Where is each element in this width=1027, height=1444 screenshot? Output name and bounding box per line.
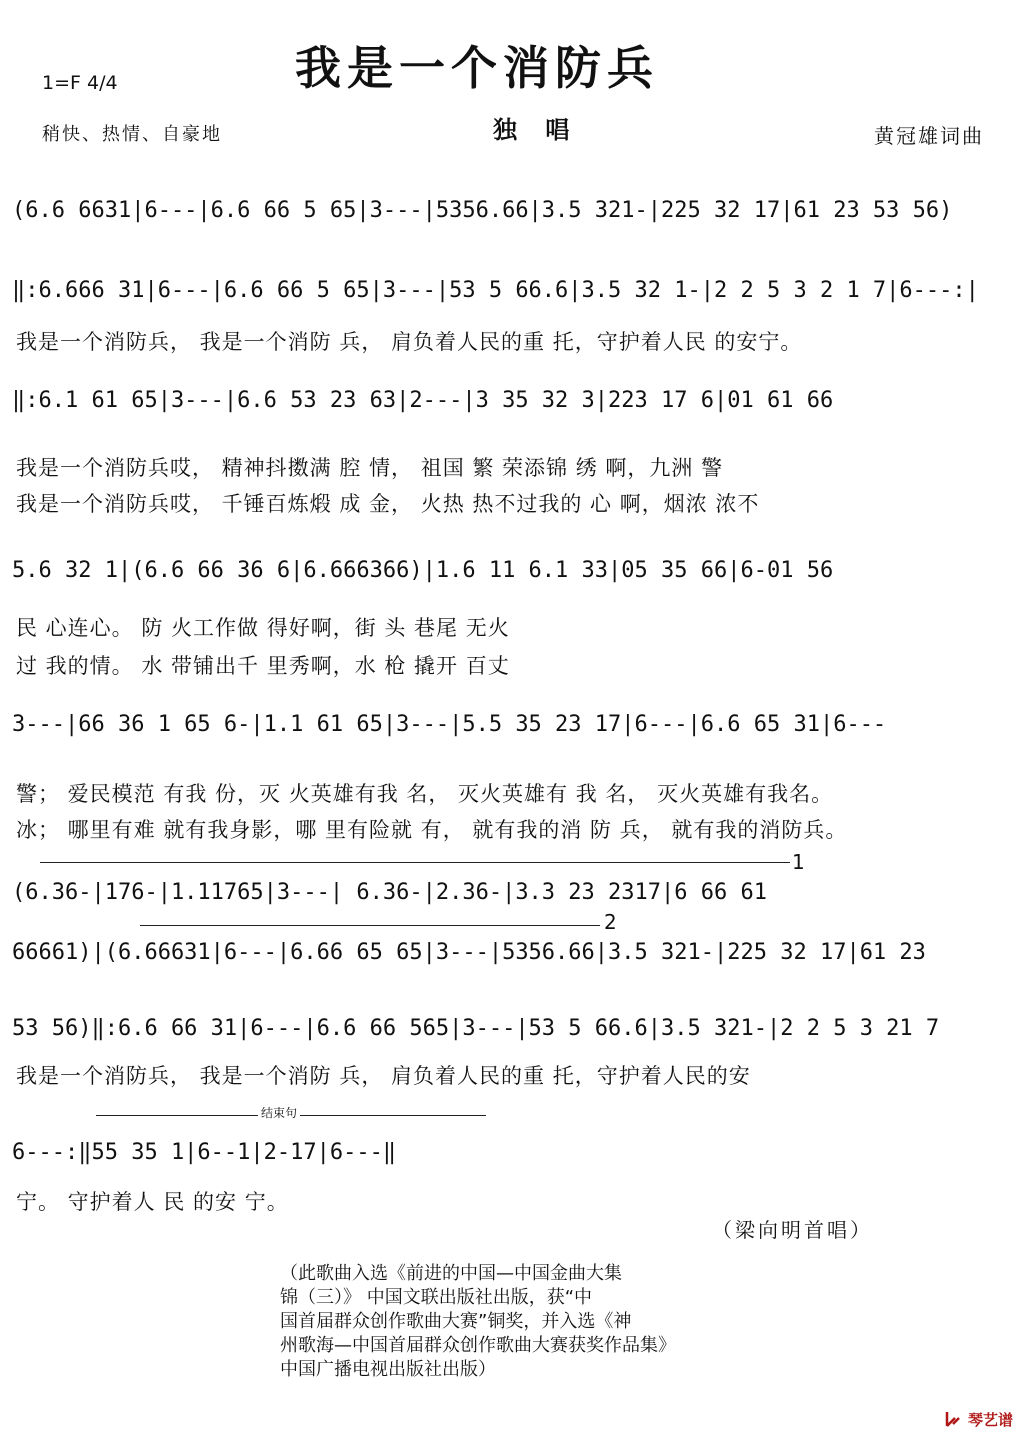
notation-line: 66661)|(6.66631|6---|6.66 65 65|3---|5356.66|3.5 321-|225 32 17|61 23 xyxy=(12,940,926,965)
notation-line: (6.36-|176-|1.11765|3---| 6.36-|2.36-|3.3 23 2317|6 66 61 xyxy=(12,880,767,905)
volta-bracket-1 xyxy=(40,862,790,863)
singer-credit: （梁向明首唱） xyxy=(712,1218,873,1242)
publication-note xyxy=(280,1262,760,1382)
logo-text: 琴艺谱 xyxy=(967,1410,1013,1429)
notation-line: ‖:6.666 31|6---|6.6 66 5 65|3---|53 5 66.6|3.5 32 1-|2 2 5 3 2 1 7|6---:| xyxy=(12,278,979,303)
notation-line: 6---:‖55 35 1|6--1|2-17|6---‖ xyxy=(12,1140,397,1165)
tempo-marking: 稍快、热情、自豪地 xyxy=(42,124,222,145)
notation-line: 53 56)‖:6.6 66 31|6---|6.6 66 565|3---|53 5 66.6|3.5 321-|2 2 5 3 21 7 xyxy=(12,1016,940,1041)
song-title: 我是一个消防兵 xyxy=(295,41,659,95)
key-signature: 1=F 4/4 xyxy=(42,72,118,94)
notation-line: ‖:6.1 61 65|3---|6.6 53 23 63|2---|3 35 32 3|223 17 6|01 61 66 xyxy=(12,388,834,413)
volta-number-1: 1 xyxy=(792,850,805,874)
lyric-line: 我是一个消防兵， 我是一个消防 兵， 肩负着人民的重 托，守护着人民 的安宁。 xyxy=(16,330,803,354)
music-note-icon xyxy=(943,1410,963,1430)
note-line: 中国广播电视出版社出版） xyxy=(280,1359,496,1380)
note-line: 锦（三）》 中国文联出版社出版，获“中 xyxy=(280,1287,593,1308)
lyric-line: 民 心连心。 防 火工作做 得好啊，街 头 巷尾 无火 xyxy=(16,616,510,640)
ending-label: 结束句 xyxy=(258,1104,300,1121)
lyric-line: 冰； 哪里有难 就有我身影，哪 里有险就 有， 就有我的消 防 兵， 就有我的消防兵。 xyxy=(16,818,848,842)
site-logo xyxy=(943,1409,1013,1431)
lyric-line: 我是一个消防兵哎， 千锤百炼煅 成 金， 火热 热不过我的 心 啊，烟浓 浓不 xyxy=(16,492,760,516)
note-line: 州歌海—中国首届群众创作歌曲大赛获奖作品集》 xyxy=(280,1335,676,1356)
lyric-line: 警； 爱民模范 有我 份，灭 火英雄有我 名， 灭火英雄有 我 名， 灭火英雄有我名。 xyxy=(16,782,834,806)
notation-line: 3---|66 36 1 65 6-|1.1 61 65|3---|5.5 35 23 17|6---|6.6 65 31|6--- xyxy=(12,712,887,737)
note-line: （此歌曲入选《前进的中国—中国金曲大集 xyxy=(280,1263,622,1284)
notation-line: (6.6 6631|6---|6.6 66 5 65|3---|5356.66|3.5 321-|225 32 17|61 23 53 56) xyxy=(12,198,953,223)
note-line: 国首届群众创作歌曲大赛”铜奖，并入选《神 xyxy=(280,1311,632,1332)
lyric-line: 过 我的情。 水 带铺出千 里秀啊，水 枪 撬开 百丈 xyxy=(16,654,510,678)
author-credit: 黄冠雄词曲 xyxy=(874,124,984,148)
notation-line: 5.6 32 1|(6.6 66 36 6|6.666366)|1.6 11 6.1 33|05 35 66|6-01 56 xyxy=(12,558,834,583)
lyric-line: 宁。 守护着人 民 的安 宁。 xyxy=(16,1190,289,1214)
lyric-line: 我是一个消防兵哎， 精神抖擞满 腔 情， 祖国 繁 荣添锦 绣 啊，九洲 警 xyxy=(16,456,724,480)
volta-number-2: 2 xyxy=(604,910,617,934)
performance-type: 独 唱 xyxy=(493,116,580,144)
volta-bracket-2 xyxy=(140,925,600,926)
lyric-line: 我是一个消防兵， 我是一个消防 兵， 肩负着人民的重 托，守护着人民的安 xyxy=(16,1064,751,1088)
